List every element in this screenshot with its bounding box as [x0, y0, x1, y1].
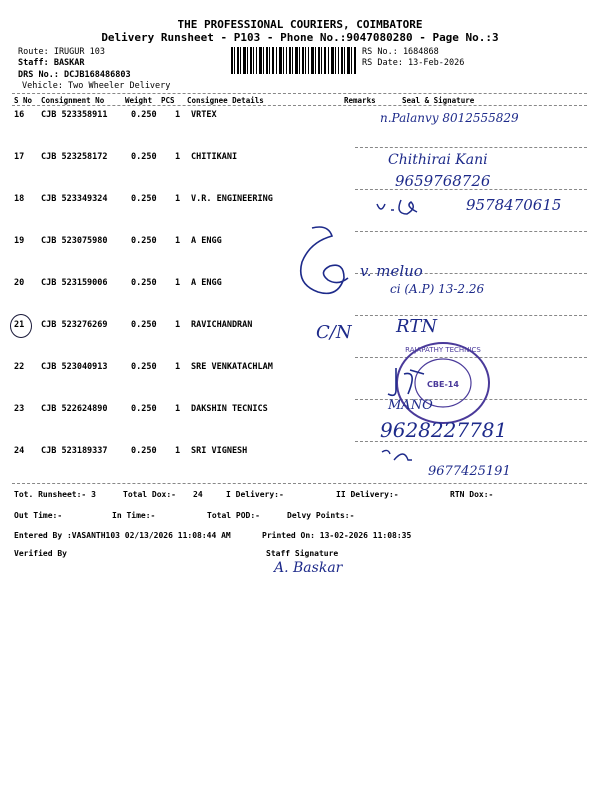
row-weight: 0.250 — [131, 404, 157, 414]
row-sno: 18 — [14, 194, 25, 204]
col-seal-signature: Seal & Signature — [402, 96, 475, 105]
total-dox-label: Total Dox:- — [123, 490, 176, 499]
col-remarks: Remarks — [344, 96, 376, 105]
row-weight: 0.250 — [131, 278, 157, 288]
row-weight: 0.250 — [131, 194, 157, 204]
row-sno: 17 — [14, 152, 25, 162]
handwriting-row21-cn: C/N — [316, 322, 352, 343]
row-consignee: CHITIKANI — [191, 152, 238, 162]
barcode — [231, 47, 356, 74]
row-consignment: CJB 523358911 — [41, 110, 108, 120]
row-pcs: 1 — [175, 404, 181, 414]
table-row — [0, 152, 600, 194]
company-title: THE PROFESSIONAL COURIERS, COIMBATORE — [177, 18, 423, 31]
handwriting-row20-name: v. meluo — [360, 262, 423, 280]
row-weight: 0.250 — [131, 446, 157, 456]
row-consignee: SRE VENKATACHLAM — [191, 362, 273, 372]
table-row — [0, 362, 600, 404]
i-delivery: I Delivery:- — [226, 490, 284, 499]
row-pcs: 1 — [175, 446, 181, 456]
row-pcs: 1 — [175, 152, 181, 162]
row-pcs: 1 — [175, 110, 181, 120]
row-weight: 0.250 — [131, 110, 157, 120]
ii-delivery: II Delivery:- — [336, 490, 399, 499]
handwriting-row16: n.Palanvy 8012555829 — [380, 111, 519, 125]
rtn-dox: RTN Dox:- — [450, 490, 494, 499]
col-weight: Weight — [125, 96, 153, 105]
row-consignee: RAVICHANDRAN — [191, 320, 253, 330]
row-weight: 0.250 — [131, 152, 157, 162]
row-pcs: 1 — [175, 320, 181, 330]
col-consignment: Consignment No — [41, 96, 105, 105]
staff-label: Staff: BASKAR — [18, 58, 85, 68]
row-consignment: CJB 523075980 — [41, 236, 108, 246]
in-time: In Time:- — [112, 511, 156, 520]
staff-signature-handwriting: A. Baskar — [274, 560, 343, 576]
out-time: Out Time:- — [14, 511, 63, 520]
row-sno: 23 — [14, 404, 25, 414]
drs-number: DRS No.: DCJB168486803 — [18, 70, 131, 80]
row-consignment: CJB 523040913 — [41, 362, 108, 372]
row-sno: 24 — [14, 446, 25, 456]
row-consignee: VRTEX — [191, 110, 217, 120]
handwriting-row21-rtn: RTN — [396, 316, 437, 337]
handwriting-row23-phone: 9628227781 — [380, 418, 508, 442]
col-consignee: Consignee Details — [187, 96, 264, 105]
handwriting-row20-date: ci (A.P) 13-2.26 — [390, 282, 485, 296]
entered-by: Entered By :VASANTH103 02/13/2026 11:08:44 AM — [14, 531, 231, 540]
row-consignee: SRI VIGNESH — [191, 446, 248, 456]
row-consignment: CJB 523258172 — [41, 152, 108, 162]
signature-swirl-rows19-20 — [286, 222, 366, 302]
rs-number: RS No.: 1684868 — [362, 47, 439, 57]
row-consignment: CJB 523276269 — [41, 320, 108, 330]
handwriting-row18-phone: 9578470615 — [466, 196, 562, 214]
handwriting-row17-name: Chithirai Kani — [388, 152, 488, 168]
signature-scribble-row24 — [380, 446, 416, 466]
row-sno: 16 — [14, 110, 25, 120]
row-consignee: DAKSHIN TECNICS — [191, 404, 268, 414]
verified-by: Verified By — [14, 549, 67, 558]
stamp-text: RAJAPATHY TECHNICS — [405, 346, 481, 354]
row-consignee: A ENGG — [191, 278, 222, 288]
row-consignment: CJB 523349324 — [41, 194, 108, 204]
printed-on: Printed On: 13-02-2026 11:08:35 — [262, 531, 412, 540]
vehicle-label: Vehicle: Two Wheeler Delivery — [22, 81, 171, 91]
row-pcs: 1 — [175, 278, 181, 288]
total-dox-value: 24 — [193, 490, 203, 499]
runsheet-subtitle: Delivery Runsheet - P103 - Phone No.:9047080280 - Page No.:3 — [101, 31, 499, 44]
row-consignment: CJB 523159006 — [41, 278, 108, 288]
staff-signature-label: Staff Signature — [266, 549, 339, 558]
handwriting-row17-phone: 9659768726 — [395, 172, 491, 190]
table-row — [0, 320, 600, 362]
row-consignment: CJB 522624890 — [41, 404, 108, 414]
row-sno: 19 — [14, 236, 25, 246]
stamp-code: CBE-14 — [427, 380, 459, 389]
row-consignee: A ENGG — [191, 236, 222, 246]
row-sno: 21 — [14, 320, 25, 330]
row-consignee: V.R. ENGINEERING — [191, 194, 273, 204]
handwriting-row24-phone: 9677425191 — [428, 464, 511, 479]
signature-scribble-row18 — [375, 198, 435, 218]
handwriting-row23-name: MANO — [388, 398, 433, 413]
row-sno: 22 — [14, 362, 25, 372]
col-sno: S No — [14, 96, 33, 105]
row-sno: 20 — [14, 278, 25, 288]
route-label: Route: IRUGUR 103 — [18, 47, 105, 57]
row-consignment: CJB 523189337 — [41, 446, 108, 456]
row-weight: 0.250 — [131, 362, 157, 372]
row-weight: 0.250 — [131, 320, 157, 330]
row-pcs: 1 — [175, 236, 181, 246]
table-row — [0, 404, 600, 446]
rs-date: RS Date: 13-Feb-2026 — [362, 58, 465, 68]
delvy-points: Delvy Points:- — [287, 511, 355, 520]
col-pcs: PCS — [161, 96, 175, 105]
tot-runsheet: Tot. Runsheet:- 3 — [14, 490, 96, 499]
row-pcs: 1 — [175, 194, 181, 204]
row-pcs: 1 — [175, 362, 181, 372]
row-weight: 0.250 — [131, 236, 157, 246]
total-pod: Total POD:- — [207, 511, 260, 520]
signature-scribble-row22 — [388, 364, 428, 400]
